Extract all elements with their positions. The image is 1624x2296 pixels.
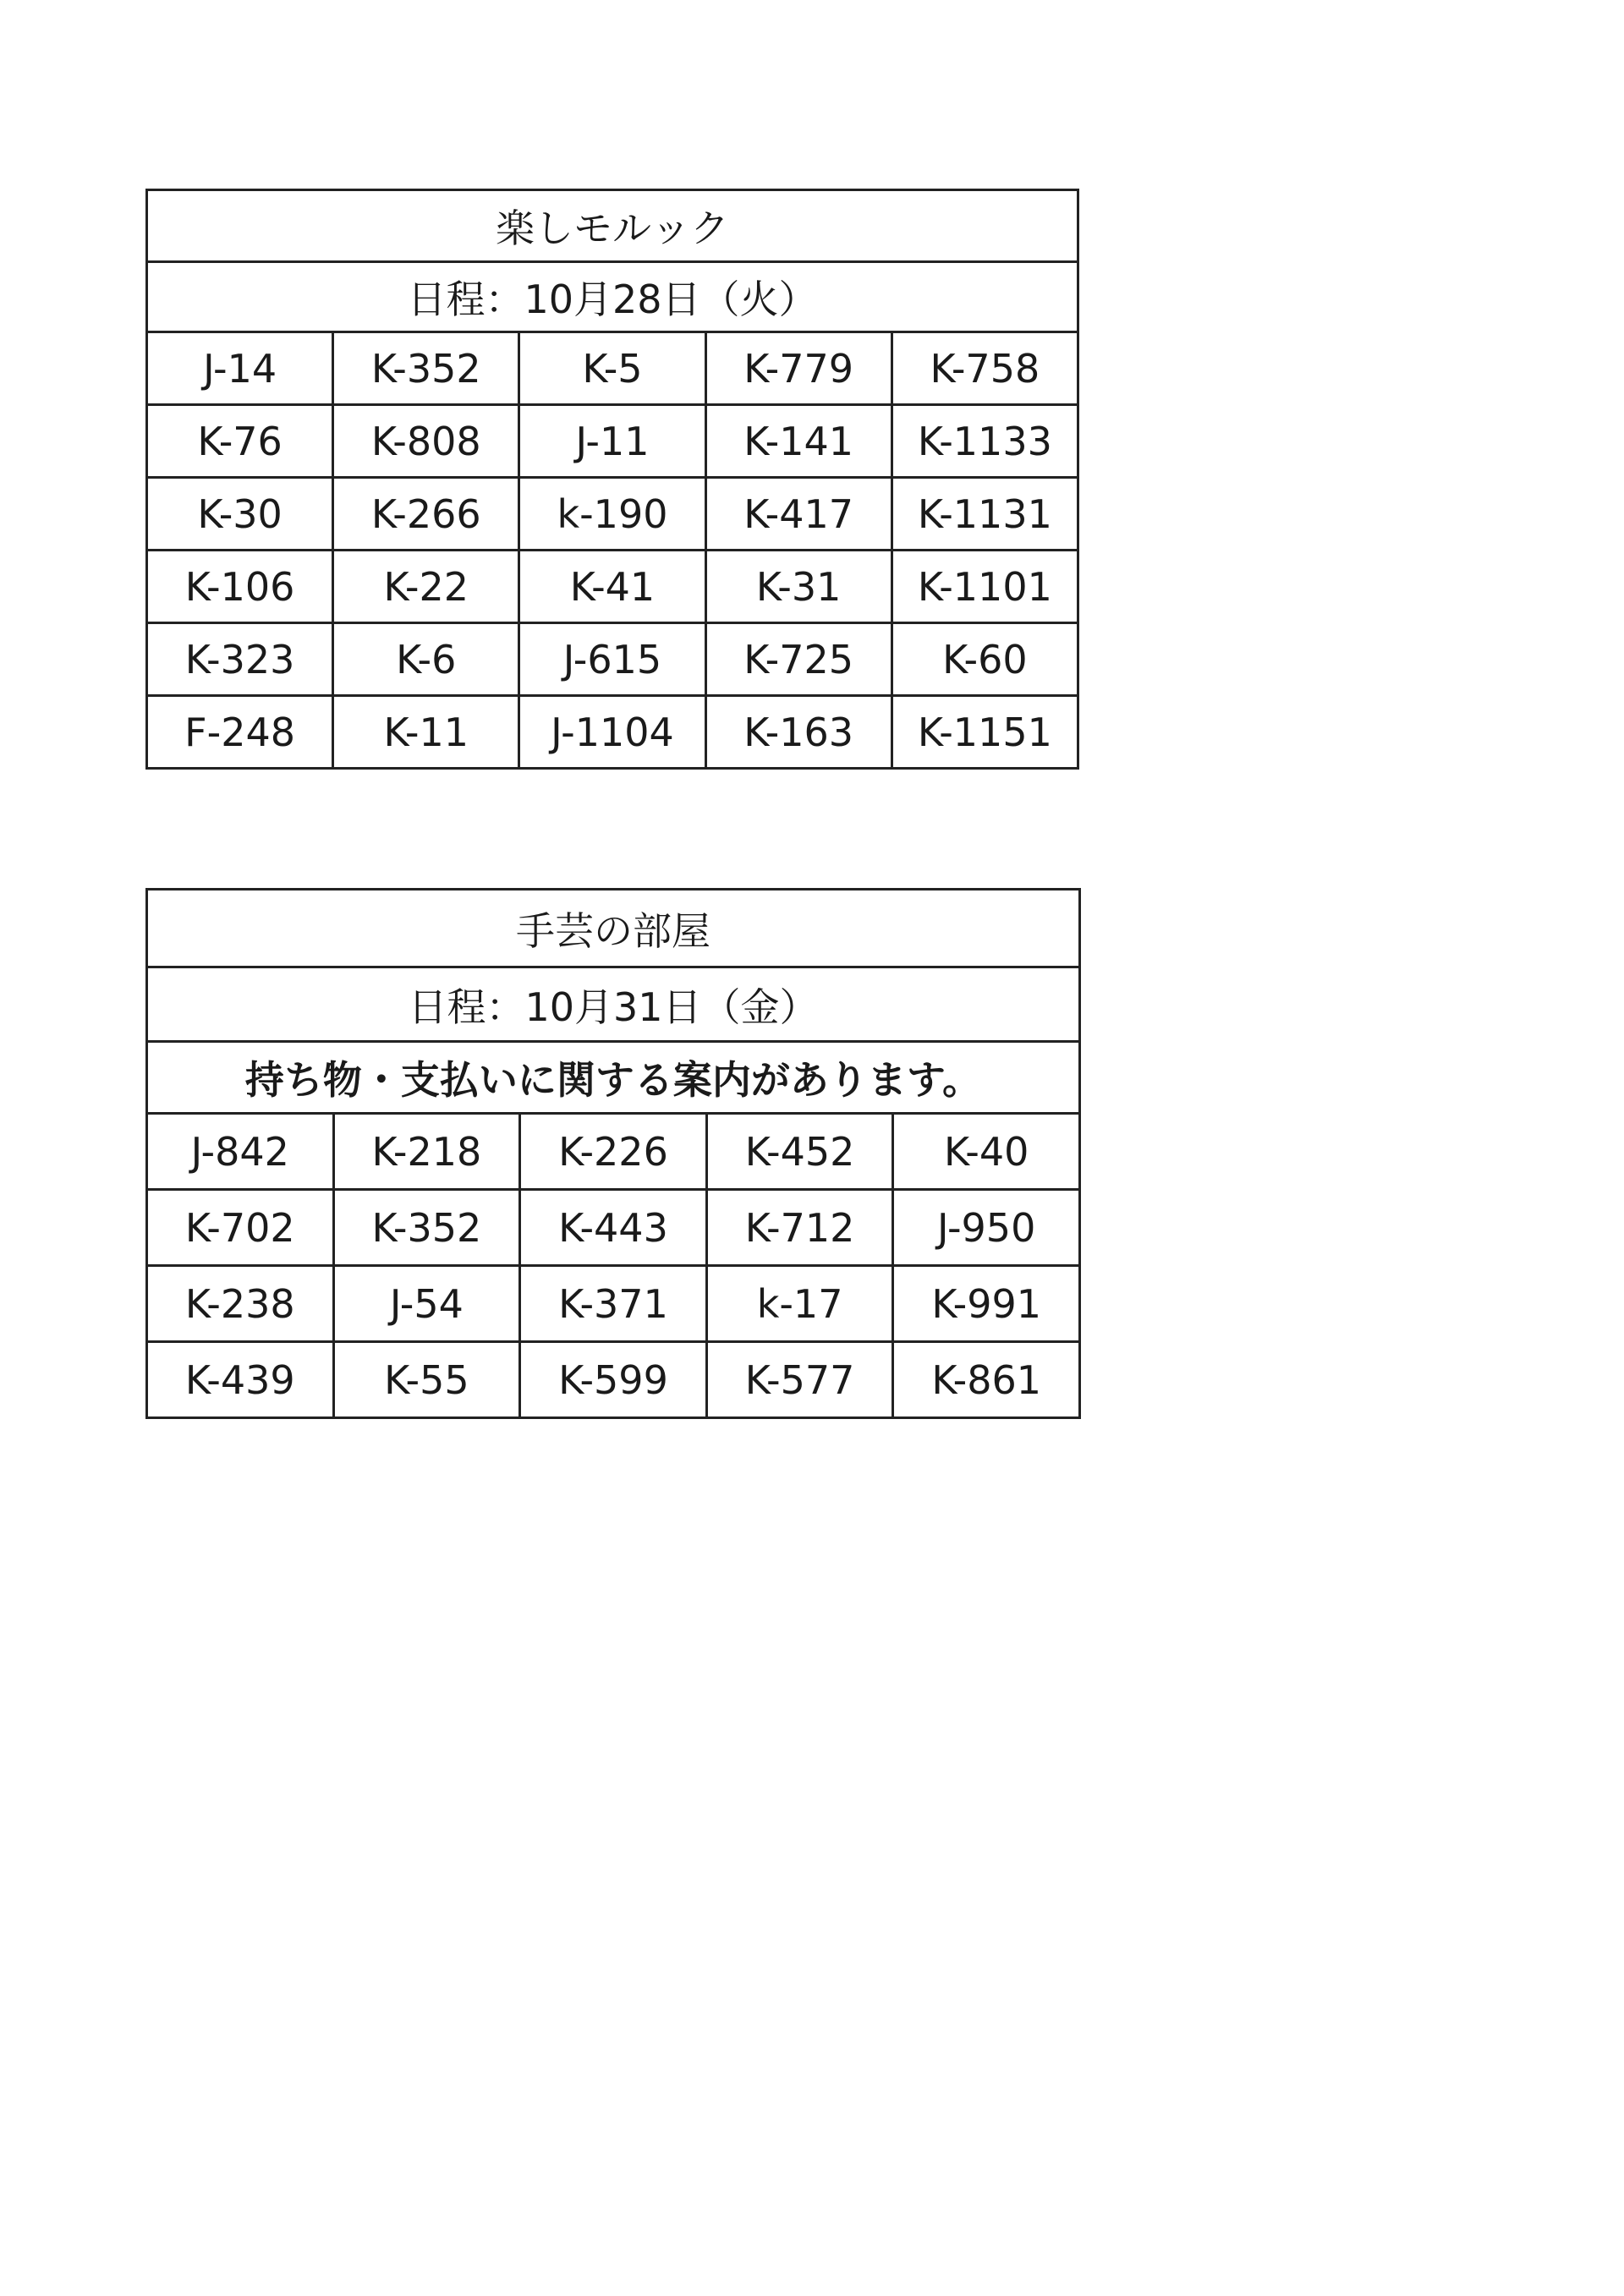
table-cell: K-106 (147, 551, 333, 623)
table-row (147, 1342, 1080, 1418)
table-title: 手芸の部屋 (147, 890, 1080, 967)
table-cell: K-76 (147, 405, 333, 478)
table-cell: K-238 (147, 1266, 334, 1342)
table-row (147, 551, 1078, 623)
table-cell: K-31 (705, 551, 892, 623)
table-cell: K-226 (520, 1114, 707, 1190)
table-cell: K-55 (333, 1342, 520, 1418)
table-cell: K-22 (333, 551, 519, 623)
table-cell: K-218 (333, 1114, 520, 1190)
schedule-date: 日程：10月31日（金） (147, 967, 1080, 1042)
molkky-table (145, 189, 1079, 770)
table-row (147, 478, 1078, 551)
table-cell: J-615 (519, 623, 705, 696)
table-title-row (147, 890, 1080, 967)
notice-text: 持ち物・支払いに関する案内があります。 (147, 1042, 1080, 1114)
table-cell: K-1133 (892, 405, 1078, 478)
table-cell: K-11 (333, 696, 519, 769)
table-row (147, 1266, 1080, 1342)
table-cell: K-40 (893, 1114, 1080, 1190)
table-cell: K-861 (893, 1342, 1080, 1418)
table-cell: K-991 (893, 1266, 1080, 1342)
schedule-row (147, 262, 1078, 332)
table-cell: J-14 (147, 332, 333, 405)
table-cell: K-779 (705, 332, 892, 405)
table-cell: J-1104 (519, 696, 705, 769)
table-cell: J-54 (333, 1266, 520, 1342)
table-title: 楽しモルック (147, 190, 1078, 262)
table-row (147, 332, 1078, 405)
table-cell: K-443 (520, 1190, 707, 1266)
table-cell: K-6 (333, 623, 519, 696)
table-cell: K-1151 (892, 696, 1078, 769)
table-cell: K-452 (706, 1114, 893, 1190)
table-cell: K-439 (147, 1342, 334, 1418)
table-cell: K-371 (520, 1266, 707, 1342)
table-row (147, 623, 1078, 696)
table-cell: K-417 (705, 478, 892, 551)
table-cell: K-352 (333, 332, 519, 405)
table-row (147, 1114, 1080, 1190)
handicraft-table (145, 888, 1081, 1419)
table-cell: K-60 (892, 623, 1078, 696)
table-cell: K-1101 (892, 551, 1078, 623)
table-cell: K-758 (892, 332, 1078, 405)
table-row (147, 405, 1078, 478)
table-cell: K-599 (520, 1342, 707, 1418)
table-row (147, 696, 1078, 769)
note-row (147, 1042, 1080, 1114)
table-title-row (147, 190, 1078, 262)
table-cell: F-248 (147, 696, 333, 769)
table-cell: K-163 (705, 696, 892, 769)
table-cell: k-17 (706, 1266, 893, 1342)
table-cell: k-190 (519, 478, 705, 551)
table-cell: J-11 (519, 405, 705, 478)
table-cell: K-702 (147, 1190, 334, 1266)
table-cell: J-950 (893, 1190, 1080, 1266)
table-cell: K-577 (706, 1342, 893, 1418)
table-row (147, 1190, 1080, 1266)
table-cell: K-712 (706, 1190, 893, 1266)
table-cell: K-266 (333, 478, 519, 551)
table-cell: K-5 (519, 332, 705, 405)
table-cell: K-725 (705, 623, 892, 696)
table-cell: K-808 (333, 405, 519, 478)
table-cell: K-30 (147, 478, 333, 551)
table-cell: K-141 (705, 405, 892, 478)
schedule-date: 日程：10月28日（火） (147, 262, 1078, 332)
table-cell: K-41 (519, 551, 705, 623)
table-cell: J-842 (147, 1114, 334, 1190)
table-cell: K-352 (333, 1190, 520, 1266)
schedule-row (147, 967, 1080, 1042)
table-cell: K-323 (147, 623, 333, 696)
table-cell: K-1131 (892, 478, 1078, 551)
